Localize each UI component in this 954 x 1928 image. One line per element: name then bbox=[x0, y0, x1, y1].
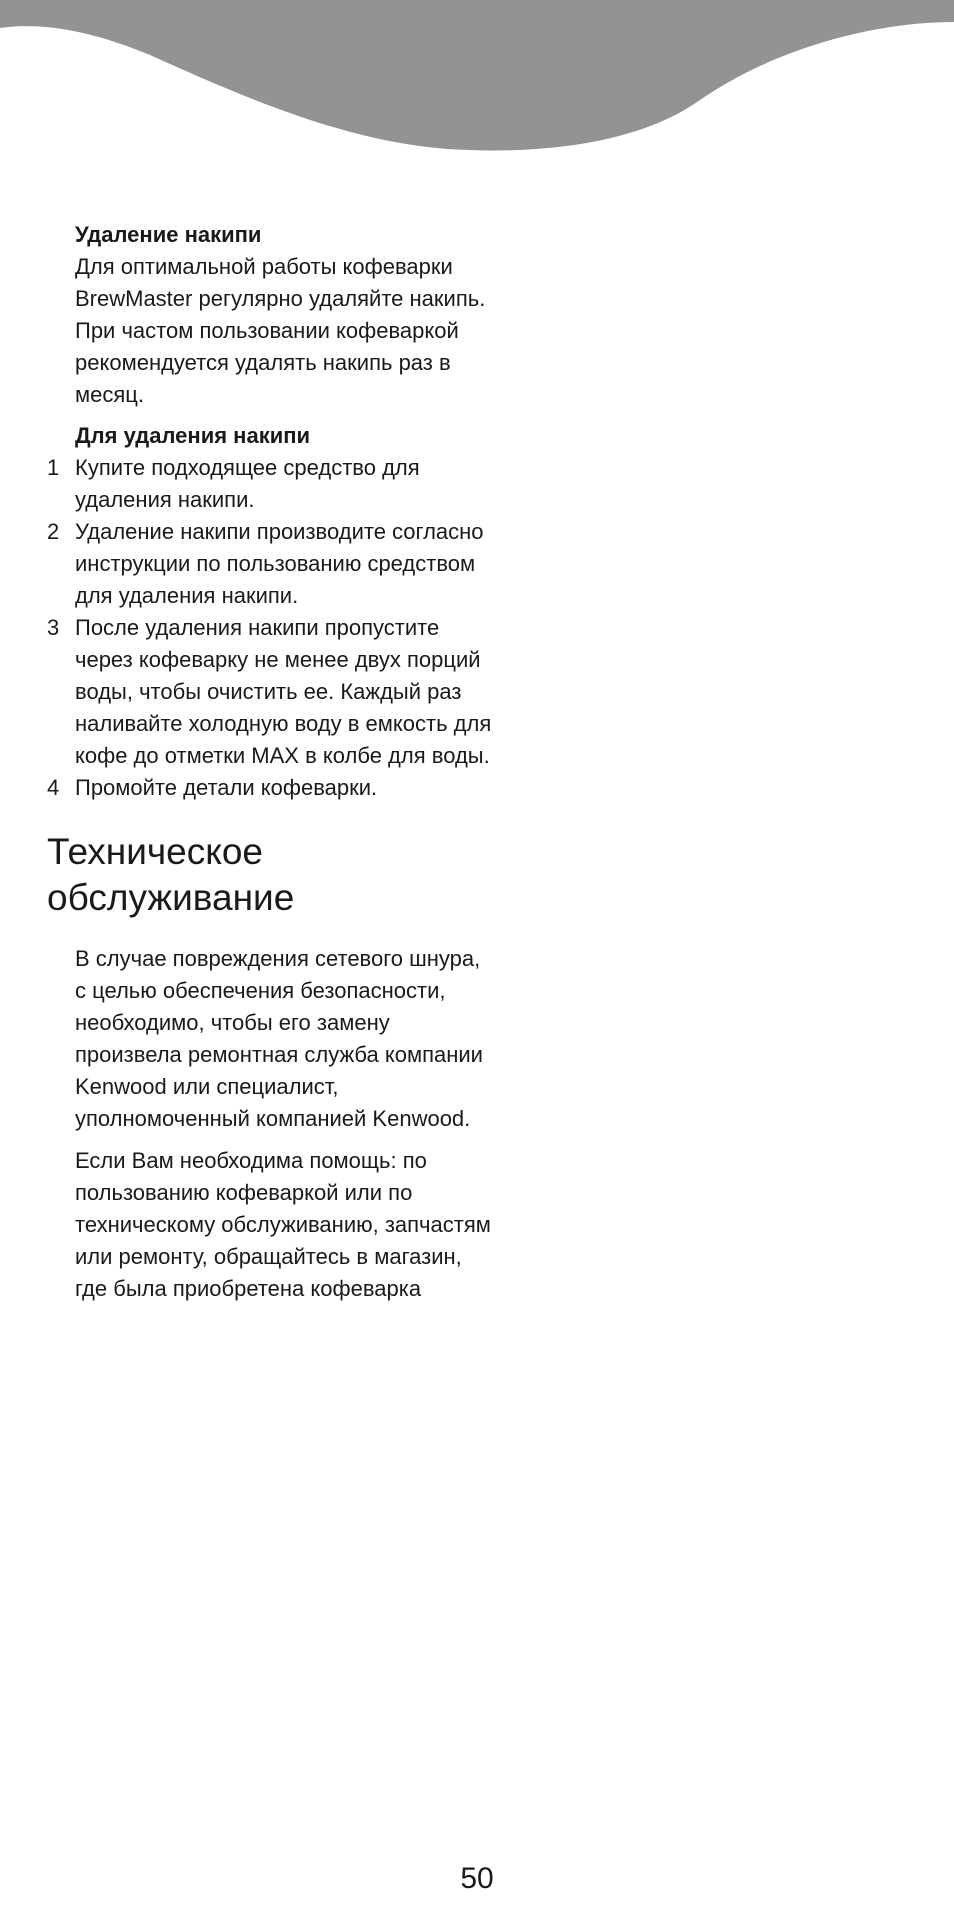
descaling-steps-list bbox=[0, 452, 520, 804]
step-text: Удаление накипи производите согласно инструкции по пользованию средством для удаления накипи. bbox=[75, 519, 484, 608]
descaling-heading: Удаление накипи bbox=[75, 222, 262, 247]
service-paragraph-power-cord: В случае повреждения сетевого шнура, с целью обеспечения безопасности, необходимо, чтобы его замену произвела ремонтная служба компании Kenwood или специалист, уполномоченный компанией Kenwood. bbox=[75, 946, 483, 1131]
step-text: После удаления накипи пропустите через кофеварку не менее двух порций воды, чтобы очистить ее. Каждый раз наливайте холодную воду в емкость для кофе до отметки MAX в колбе для воды. bbox=[75, 615, 492, 768]
descaling-step bbox=[0, 772, 495, 804]
step-number: 4 bbox=[47, 775, 60, 800]
descaling-intro: Для оптимальной работы кофеварки BrewMaster регулярно удаляйте накипь. При частом пользовании кофеваркой рекомендуется удалять накипь раз в месяц. bbox=[75, 254, 486, 407]
header-wave-band bbox=[0, 0, 954, 160]
step-number: 1 bbox=[47, 455, 60, 480]
descaling-step bbox=[0, 452, 495, 516]
service-paragraph-help: Если Вам необходима помощь: по пользованию кофеваркой или по техническому обслуживанию, запчастям или ремонту, обращайтесь в магазин, где была приобретена кофеварка bbox=[75, 1148, 491, 1301]
main-content bbox=[0, 219, 520, 1305]
descaling-step bbox=[0, 612, 495, 772]
descaling-step bbox=[0, 516, 495, 612]
step-number: 3 bbox=[47, 615, 60, 640]
page-number: 50 bbox=[460, 1862, 494, 1895]
service-section-title: Техническое обслуживание bbox=[47, 831, 295, 918]
descaling-steps-heading: Для удаления накипи bbox=[75, 423, 311, 448]
step-number: 2 bbox=[47, 519, 60, 544]
step-text: Купите подходящее средство для удаления накипи. bbox=[75, 455, 420, 512]
step-text: Промойте детали кофеварки. bbox=[75, 775, 378, 800]
